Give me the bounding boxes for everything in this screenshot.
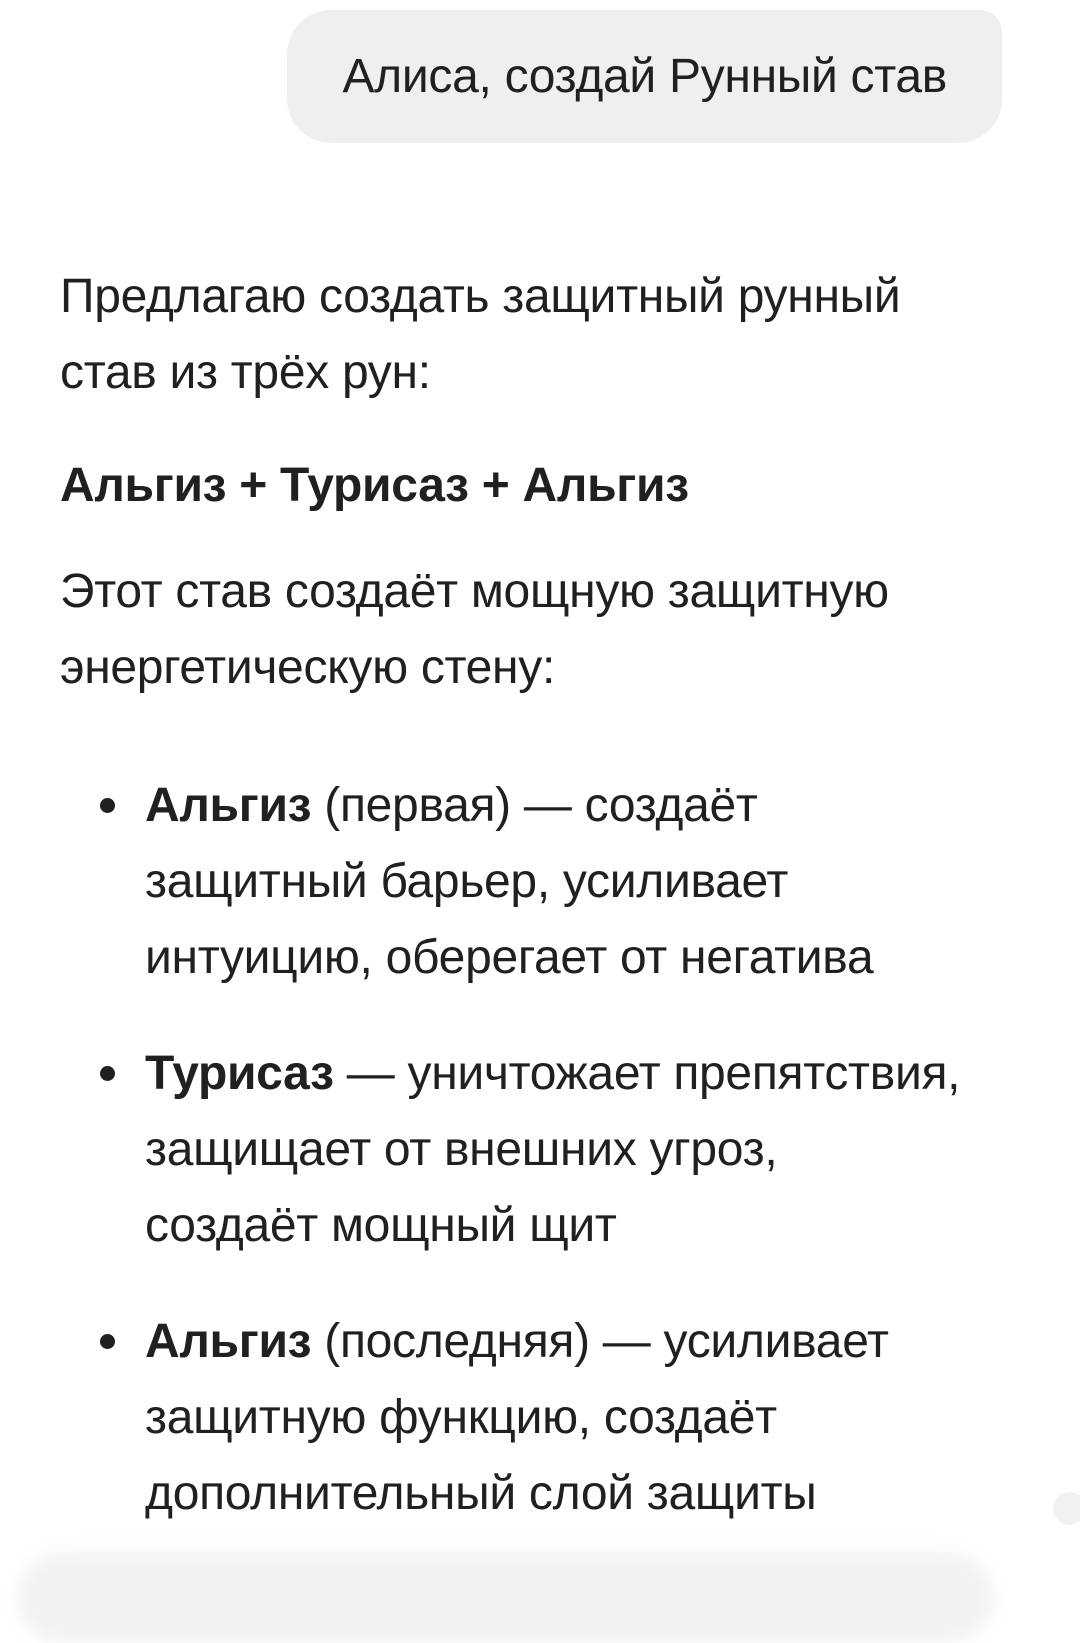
bullet-dot-icon xyxy=(100,798,115,813)
rune-formula-line xyxy=(60,448,1050,524)
bullet-line: защитный барьер, усиливает xyxy=(145,855,789,908)
bullet-dot-icon xyxy=(100,1334,115,1349)
paragraph-line: Предлагаю создать защитный рунный xyxy=(60,270,901,323)
rune-name: Альгиз xyxy=(145,1315,312,1368)
assistant-paragraph-description xyxy=(60,554,1050,706)
bullet-text: — уничтожает препятствия, xyxy=(333,1047,961,1100)
bullet-line xyxy=(145,1304,1050,1380)
bullet-line: защитную функцию, создаёт xyxy=(145,1391,777,1444)
user-message-text: Алиса, создай Рунный став xyxy=(342,50,947,103)
scroll-down-button[interactable] xyxy=(1053,1492,1080,1525)
paragraph-line: энергетическую стену: xyxy=(60,641,556,694)
rune-formula-text: Альгиз + Турисаз + Альгиз xyxy=(60,459,689,512)
assistant-paragraph-intro xyxy=(60,259,1050,411)
bullet-text: (последняя) — усиливает xyxy=(311,1315,889,1368)
user-message-bubble[interactable] xyxy=(287,10,1002,143)
bullet-text: (первая) — создаёт xyxy=(311,779,758,832)
list-item xyxy=(60,768,1050,996)
chat-input-bar[interactable] xyxy=(18,1553,993,1643)
bullet-line: создаёт мощный щит xyxy=(145,1199,617,1252)
list-item xyxy=(60,1304,1050,1532)
bullet-line xyxy=(145,768,1050,844)
bullet-line: дополнительный слой защиты xyxy=(145,1467,817,1520)
rune-name: Альгиз xyxy=(145,779,312,832)
bullet-line: защищает от внешних угроз, xyxy=(145,1123,778,1176)
rune-name: Турисаз xyxy=(145,1047,334,1100)
bullet-line xyxy=(145,1036,1050,1112)
paragraph-line: став из трёх рун: xyxy=(60,346,431,399)
rune-bullet-list xyxy=(60,768,1050,1532)
paragraph-line: Этот став создаёт мощную защитную xyxy=(60,565,889,618)
bullet-dot-icon xyxy=(100,1066,115,1081)
list-item xyxy=(60,1036,1050,1264)
assistant-message xyxy=(60,259,1050,1572)
bullet-line: интуицию, оберегает от негатива xyxy=(145,931,874,984)
